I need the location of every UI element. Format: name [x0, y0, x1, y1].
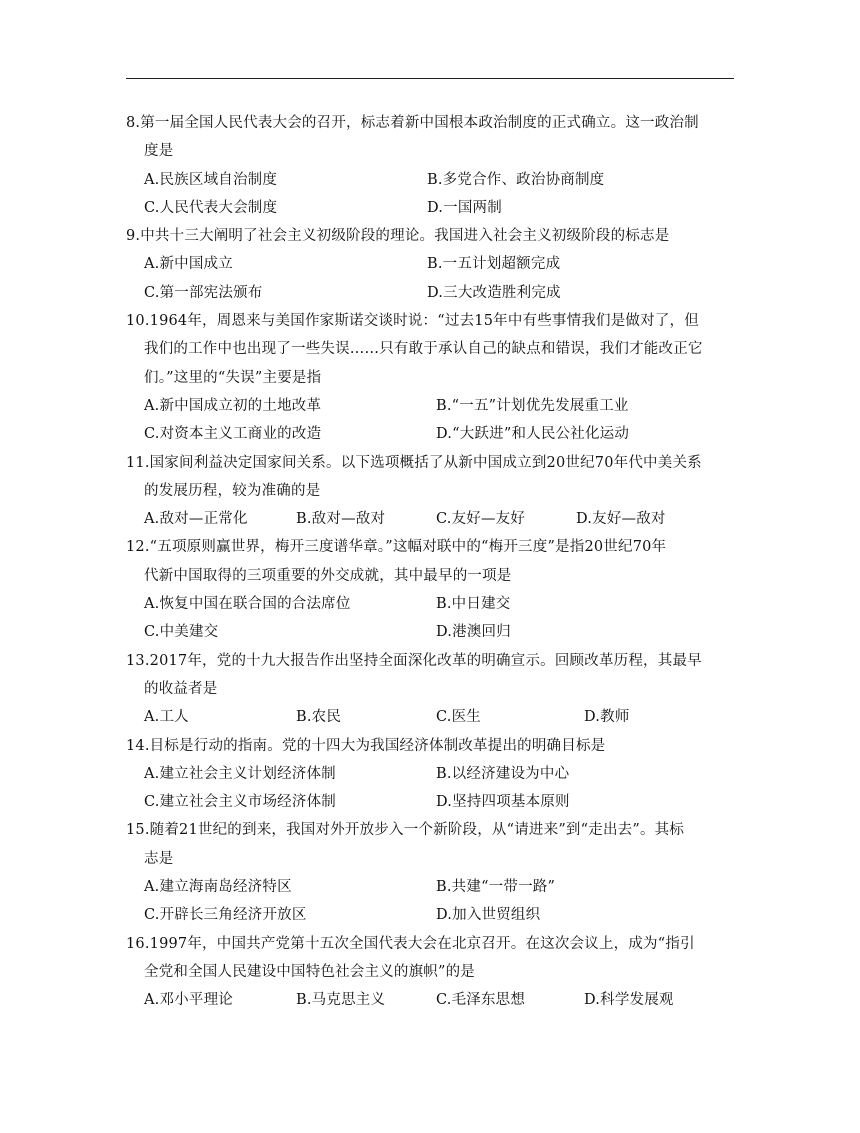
option-row — [126, 279, 738, 307]
option-b[interactable]: B.中日建交 — [436, 596, 511, 613]
option-row — [126, 873, 738, 901]
option-a[interactable]: A.民族区域自治制度 — [144, 171, 278, 188]
option-b[interactable]: B.“一五”计划优先发展重工业 — [436, 397, 629, 414]
option-a[interactable]: A.恢复中国在联合国的合法席位 — [144, 596, 351, 613]
question-11 — [126, 449, 738, 534]
question-stem: 12.“五项原则赢世界，梅开三度谱华章。”这幅对联中的“梅开三度”是指20世纪70年 — [126, 539, 667, 556]
question-stem-cont: 志是 — [144, 850, 174, 867]
option-c[interactable]: C.毛泽东思想 — [436, 992, 526, 1009]
option-b[interactable]: B.农民 — [296, 709, 342, 726]
question-stem: 16.1997年，中国共产党第十五次全国代表大会在北京召开。在这次会议上，成为“指引 — [126, 935, 695, 952]
question-stem-cont: 的发展历程，较为准确的是 — [144, 482, 321, 499]
option-a[interactable]: A.工人 — [144, 709, 189, 726]
option-d[interactable]: D.科学发展观 — [584, 992, 674, 1009]
option-b[interactable]: B.以经济建设为中心 — [436, 765, 570, 782]
option-c[interactable]: C.建立社会主义市场经济体制 — [144, 794, 336, 811]
option-c[interactable]: C.友好—友好 — [436, 511, 526, 528]
option-d[interactable]: D.友好—敌对 — [576, 511, 666, 528]
option-d[interactable]: D.三大改造胜利完成 — [427, 284, 561, 301]
question-9 — [126, 222, 738, 307]
option-row — [126, 166, 738, 194]
question-14 — [126, 732, 738, 817]
option-b[interactable]: B.马克思主义 — [296, 992, 386, 1009]
question-stem: 8.第一届全国人民代表大会的召开，标志着新中国根本政治制度的正式确立。这一政治制 — [126, 115, 699, 131]
question-8 — [126, 109, 738, 222]
option-row — [126, 901, 738, 929]
option-row — [126, 788, 738, 816]
question-stem: 10.1964年，周恩来与美国作家斯诺交谈时说：“过去15年中有些事情我们是做对了，但 — [126, 313, 699, 330]
option-b[interactable]: B.共建“一带一路” — [436, 879, 556, 896]
option-d[interactable]: D.加入世贸组织 — [436, 907, 541, 924]
option-c[interactable]: C.对资本主义工商业的改造 — [144, 426, 322, 443]
option-row — [126, 250, 738, 278]
option-b[interactable]: B.敌对—敌对 — [296, 511, 386, 528]
header-rule — [126, 78, 734, 79]
option-b[interactable]: B.多党合作、政治协商制度 — [427, 171, 605, 188]
option-row — [126, 194, 738, 222]
option-a[interactable]: A.新中国成立初的土地改革 — [144, 397, 322, 414]
option-c[interactable]: C.医生 — [436, 709, 481, 726]
question-stem-cont: 的收益者是 — [144, 680, 218, 697]
question-stem-cont: 代新中国取得的三项重要的外交成就，其中最早的一项是 — [144, 567, 512, 584]
question-15 — [126, 816, 738, 929]
question-stem-cont: 度是 — [144, 143, 174, 160]
question-stem-cont: 全党和全国人民建设中国特色社会主义的旗帜”的是 — [144, 963, 476, 980]
option-c[interactable]: C.中美建交 — [144, 624, 219, 641]
option-c[interactable]: C.第一部宪法颁布 — [144, 284, 263, 301]
question-10 — [126, 307, 738, 448]
question-stem: 14.目标是行动的指南。党的十四大为我国经济体制改革提出的明确目标是 — [126, 737, 606, 754]
option-row — [126, 420, 738, 448]
option-a[interactable]: A.建立社会主义计划经济体制 — [144, 765, 336, 782]
question-stem: 11.国家间利益决定国家间关系。以下选项概括了从新中国成立到20世纪70年代中美关系 — [126, 454, 702, 471]
option-a[interactable]: A.建立海南岛经济特区 — [144, 879, 292, 896]
question-stem: 9.中共十三大阐明了社会主义初级阶段的理论。我国进入社会主义初级阶段的标志是 — [126, 228, 670, 245]
option-row — [126, 392, 738, 420]
option-d[interactable]: D.教师 — [584, 709, 630, 726]
option-b[interactable]: B.一五计划超额完成 — [427, 256, 561, 273]
question-16 — [126, 930, 738, 1015]
option-d[interactable]: D.坚持四项基本原则 — [436, 794, 570, 811]
option-a[interactable]: A.邓小平理论 — [144, 992, 233, 1009]
option-c[interactable]: C.开辟长三角经济开放区 — [144, 907, 307, 924]
option-d[interactable]: D.“大跃进”和人民公社化运动 — [436, 426, 630, 443]
option-d[interactable]: D.港澳回归 — [436, 624, 511, 641]
option-row — [126, 505, 738, 533]
question-list — [126, 109, 738, 1015]
option-d[interactable]: D.一国两制 — [427, 199, 502, 216]
option-row — [126, 590, 738, 618]
question-stem-cont: 们。”这里的“失误”主要是指 — [144, 369, 322, 386]
question-13 — [126, 647, 738, 732]
option-a[interactable]: A.新中国成立 — [144, 256, 233, 273]
option-a[interactable]: A.敌对—正常化 — [144, 511, 248, 528]
option-row — [126, 986, 738, 1014]
question-stem: 13.2017年，党的十九大报告作出坚持全面深化改革的明确宣示。回顾改革历程，其最早 — [126, 652, 702, 669]
question-12 — [126, 533, 738, 646]
option-row — [126, 760, 738, 788]
question-stem: 15.随着21世纪的到来，我国对外开放步入一个新阶段，从“请进来”到“走出去”。其标 — [126, 822, 685, 839]
option-row — [126, 703, 738, 731]
question-stem-cont: 我们的工作中也出现了一些失误……只有敢于承认自己的缺点和错误，我们才能改正它 — [144, 341, 703, 358]
option-c[interactable]: C.人民代表大会制度 — [144, 199, 278, 216]
option-row — [126, 618, 738, 646]
